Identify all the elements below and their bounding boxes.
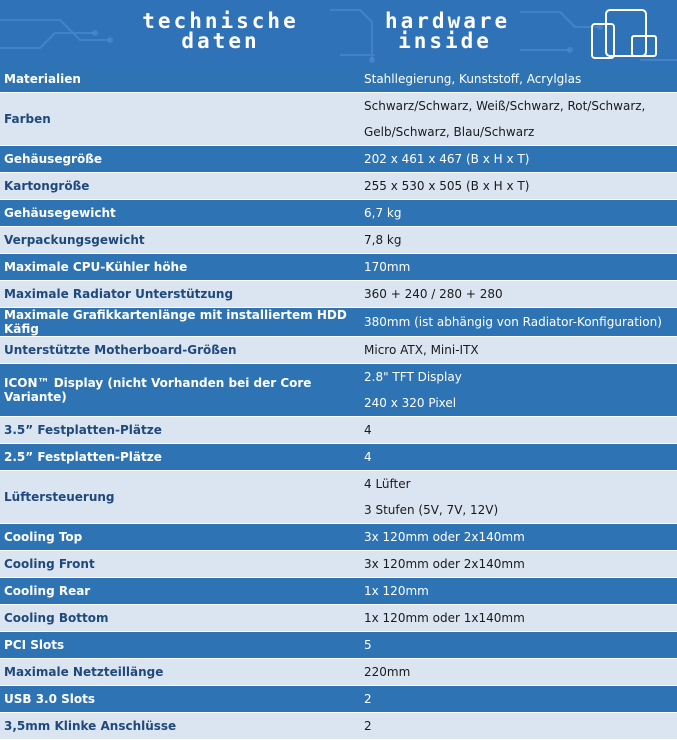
- spec-label: Maximale CPU-Kühler höhe: [0, 254, 356, 281]
- logo-right-line-2: inside: [398, 29, 492, 53]
- table-row: [0, 66, 677, 93]
- spec-label: Maximale Netzteillänge: [0, 659, 356, 686]
- spec-label: 2.5” Festplatten-Plätze: [0, 444, 356, 471]
- table-row: [0, 632, 677, 659]
- table-row: [0, 281, 677, 308]
- spec-label: 3.5” Festplatten-Plätze: [0, 417, 356, 444]
- spec-label: Cooling Front: [0, 551, 356, 578]
- spec-label: PCI Slots: [0, 632, 356, 659]
- logo-left-line-1: technische: [142, 9, 299, 33]
- table-row: [0, 471, 677, 524]
- spec-label: Unterstützte Motherboard-Größen: [0, 337, 356, 364]
- spec-value-line: 4: [364, 450, 372, 464]
- table-row: [0, 227, 677, 254]
- spec-value: [356, 551, 677, 578]
- spec-value: [356, 578, 677, 605]
- spec-label: Kartongröße: [0, 173, 356, 200]
- spec-label: Gehäusegewicht: [0, 200, 356, 227]
- table-row: [0, 364, 677, 417]
- table-row: [0, 605, 677, 632]
- table-row: [0, 417, 677, 444]
- technische-daten-logo: [118, 11, 323, 51]
- table-row: [0, 93, 677, 146]
- table-row: [0, 254, 677, 281]
- header-banner: [0, 0, 677, 66]
- spec-label: Lüftersteuerung: [0, 471, 356, 524]
- table-row: [0, 337, 677, 364]
- spec-value-line: 360 + 240 / 280 + 280: [364, 287, 503, 301]
- spec-label: 3,5mm Klinke Anschlüsse: [0, 713, 356, 740]
- spec-value-line: 1x 120mm: [364, 584, 429, 598]
- circuit-background-pattern: [0, 0, 677, 66]
- hardware-inside-logo: [385, 9, 511, 53]
- spec-value: [356, 686, 677, 713]
- spec-label: Cooling Rear: [0, 578, 356, 605]
- spec-value-line: Stahllegierung, Kunststoff, Acrylglas: [364, 72, 582, 86]
- spec-value: [356, 227, 677, 254]
- spec-value-line: 2.8" TFT Display: [364, 370, 462, 384]
- specification-table: [0, 66, 677, 740]
- table-row: [0, 444, 677, 471]
- spec-value-line: 202 x 461 x 467 (B x H x T): [364, 152, 530, 166]
- spec-value-line: 4 Lüfter: [364, 477, 411, 491]
- spec-value-line: 2: [364, 692, 372, 706]
- spec-value-line: 6,7 kg: [364, 206, 402, 220]
- table-row: [0, 578, 677, 605]
- spec-label: Materialien: [0, 66, 356, 93]
- table-row: [0, 659, 677, 686]
- spec-label: Gehäusegröße: [0, 146, 356, 173]
- spec-value: [356, 659, 677, 686]
- table-row: [0, 524, 677, 551]
- spec-value: [356, 364, 677, 417]
- spec-value-line: 4: [364, 423, 372, 437]
- logo-left-line-2: daten: [181, 29, 260, 53]
- spec-value: [356, 713, 677, 740]
- table-row: [0, 713, 677, 740]
- spec-value: [356, 337, 677, 364]
- spec-value: [356, 93, 677, 146]
- spec-value: [356, 173, 677, 200]
- spec-value: [356, 66, 677, 93]
- spec-value-line: 380mm (ist abhängig von Radiator-Konfiguration): [364, 315, 662, 329]
- spec-label: Farben: [0, 93, 356, 146]
- spec-value: [356, 632, 677, 659]
- spec-value: [356, 471, 677, 524]
- table-row: [0, 146, 677, 173]
- spec-value-line: 1x 120mm oder 1x140mm: [364, 611, 525, 625]
- spec-value: [356, 281, 677, 308]
- spec-value-line: 7,8 kg: [364, 233, 402, 247]
- spec-value-line: Gelb/Schwarz, Blau/Schwarz: [364, 125, 535, 139]
- spec-value-line: 3 Stufen (5V, 7V, 12V): [364, 503, 499, 517]
- spec-label: Maximale Grafikkartenlänge mit installiertem HDD Käfig: [0, 308, 356, 337]
- spec-value-line: 2: [364, 719, 372, 733]
- spec-label: Cooling Top: [0, 524, 356, 551]
- spec-value-line: 3x 120mm oder 2x140mm: [364, 557, 525, 571]
- spec-value-line: 3x 120mm oder 2x140mm: [364, 530, 525, 544]
- spec-value: [356, 605, 677, 632]
- spec-label: Verpackungsgewicht: [0, 227, 356, 254]
- spec-value-line: 5: [364, 638, 372, 652]
- table-row: [0, 686, 677, 713]
- specification-table-body: [0, 66, 677, 740]
- devices-icon: [588, 6, 660, 62]
- spec-value-line: Schwarz/Schwarz, Weiß/Schwarz, Rot/Schwarz,: [364, 99, 646, 113]
- spec-value-line: 255 x 530 x 505 (B x H x T): [364, 179, 530, 193]
- spec-label: USB 3.0 Slots: [0, 686, 356, 713]
- spec-label: Cooling Bottom: [0, 605, 356, 632]
- spec-value: [356, 200, 677, 227]
- spec-value: [356, 146, 677, 173]
- spec-value-line: Micro ATX, Mini-ITX: [364, 343, 479, 357]
- table-row: [0, 551, 677, 578]
- spec-value: [356, 417, 677, 444]
- table-row: [0, 200, 677, 227]
- spec-value: [356, 254, 677, 281]
- spec-value: [356, 444, 677, 471]
- spec-value-line: 170mm: [364, 260, 411, 274]
- spec-label: ICON™ Display (nicht Vorhanden bei der Core Variante): [0, 364, 356, 417]
- logo-right-line-1: hardware: [385, 9, 511, 33]
- spec-value-line: 240 x 320 Pixel: [364, 396, 457, 410]
- spec-value: [356, 308, 677, 337]
- table-row: [0, 308, 677, 337]
- spec-value-line: 220mm: [364, 665, 411, 679]
- spec-value: [356, 524, 677, 551]
- spec-label: Maximale Radiator Unterstützung: [0, 281, 356, 308]
- table-row: [0, 173, 677, 200]
